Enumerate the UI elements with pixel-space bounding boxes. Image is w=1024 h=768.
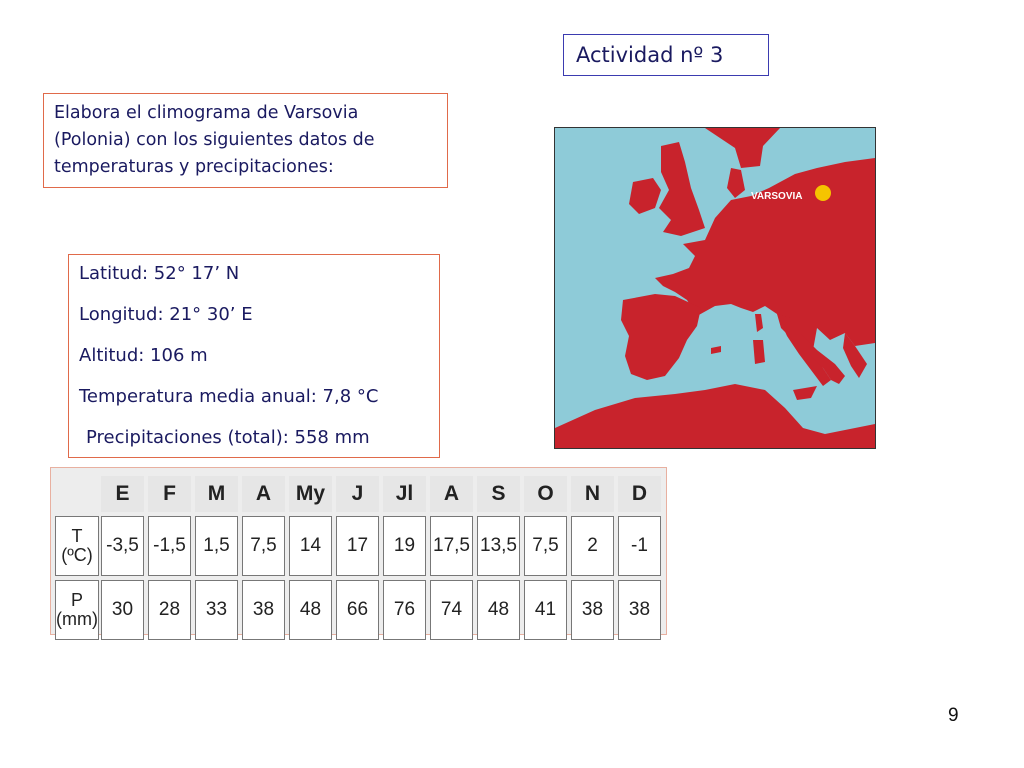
precipitation-cell: 74	[430, 580, 473, 640]
temperature-cell: 14	[289, 516, 332, 576]
row-label-unit: (ºC)	[61, 545, 93, 565]
mean-temperature-text: Temperatura media anual: 7,8 °C	[79, 386, 379, 407]
month-header: F	[148, 476, 191, 512]
precipitation-cell: 76	[383, 580, 426, 640]
temperature-cell: 2	[571, 516, 614, 576]
total-precipitation-text: Precipitaciones (total): 558 mm	[86, 427, 370, 448]
row-label-variable: T	[71, 526, 83, 546]
month-header: A	[430, 476, 473, 512]
precipitation-cell: 38	[618, 580, 661, 640]
longitude-text: Longitud: 21° 30’ E	[79, 304, 253, 325]
temperature-cell: -1,5	[148, 516, 191, 576]
temperature-cell: 17,5	[430, 516, 473, 576]
temperature-cell: 1,5	[195, 516, 238, 576]
temperature-cell: -3,5	[101, 516, 144, 576]
europe-map	[554, 127, 876, 449]
month-header: Jl	[383, 476, 426, 512]
europe-map-graphic	[555, 128, 875, 448]
temperature-cell: 19	[383, 516, 426, 576]
month-header: N	[571, 476, 614, 512]
temperature-cell: 7,5	[242, 516, 285, 576]
activity-title: Actividad nº 3	[563, 34, 769, 76]
precipitation-cell: 41	[524, 580, 567, 640]
temperature-cell: 7,5	[524, 516, 567, 576]
month-header: J	[336, 476, 379, 512]
sardinia-land	[753, 340, 765, 364]
location-info-box	[68, 254, 440, 458]
latitude-text: Latitud: 52° 17’ N	[79, 263, 240, 284]
precipitation-cell: 38	[242, 580, 285, 640]
month-header: O	[524, 476, 567, 512]
month-header: S	[477, 476, 520, 512]
instructions-box	[43, 93, 448, 188]
temperature-cell: 17	[336, 516, 379, 576]
altitude-text: Altitud: 106 m	[79, 345, 208, 366]
month-header: My	[289, 476, 332, 512]
precipitation-cell: 48	[289, 580, 332, 640]
row-label	[55, 516, 99, 576]
month-header: M	[195, 476, 238, 512]
precipitation-cell: 30	[101, 580, 144, 640]
precipitation-cell: 48	[477, 580, 520, 640]
month-header: A	[242, 476, 285, 512]
row-label	[55, 580, 99, 640]
month-header: D	[618, 476, 661, 512]
row-label-variable: P	[70, 590, 83, 610]
varsovia-label: VARSOVIA	[751, 191, 803, 202]
precipitation-cell: 33	[195, 580, 238, 640]
instructions-line: (Polonia) con los siguientes datos de	[54, 130, 375, 150]
page-number: 9	[948, 705, 959, 726]
instructions-line: Elabora el climograma de Varsovia	[54, 103, 359, 123]
varsovia-marker	[815, 185, 831, 201]
precipitation-cell: 66	[336, 580, 379, 640]
instructions-line: temperaturas y precipitaciones:	[54, 157, 334, 177]
precipitation-cell: 38	[571, 580, 614, 640]
temperature-cell: -1	[618, 516, 661, 576]
precipitation-cell: 28	[148, 580, 191, 640]
month-header: E	[101, 476, 144, 512]
temperature-cell: 13,5	[477, 516, 520, 576]
climate-data-table	[50, 467, 667, 635]
row-label-unit: (mm)	[56, 609, 98, 629]
